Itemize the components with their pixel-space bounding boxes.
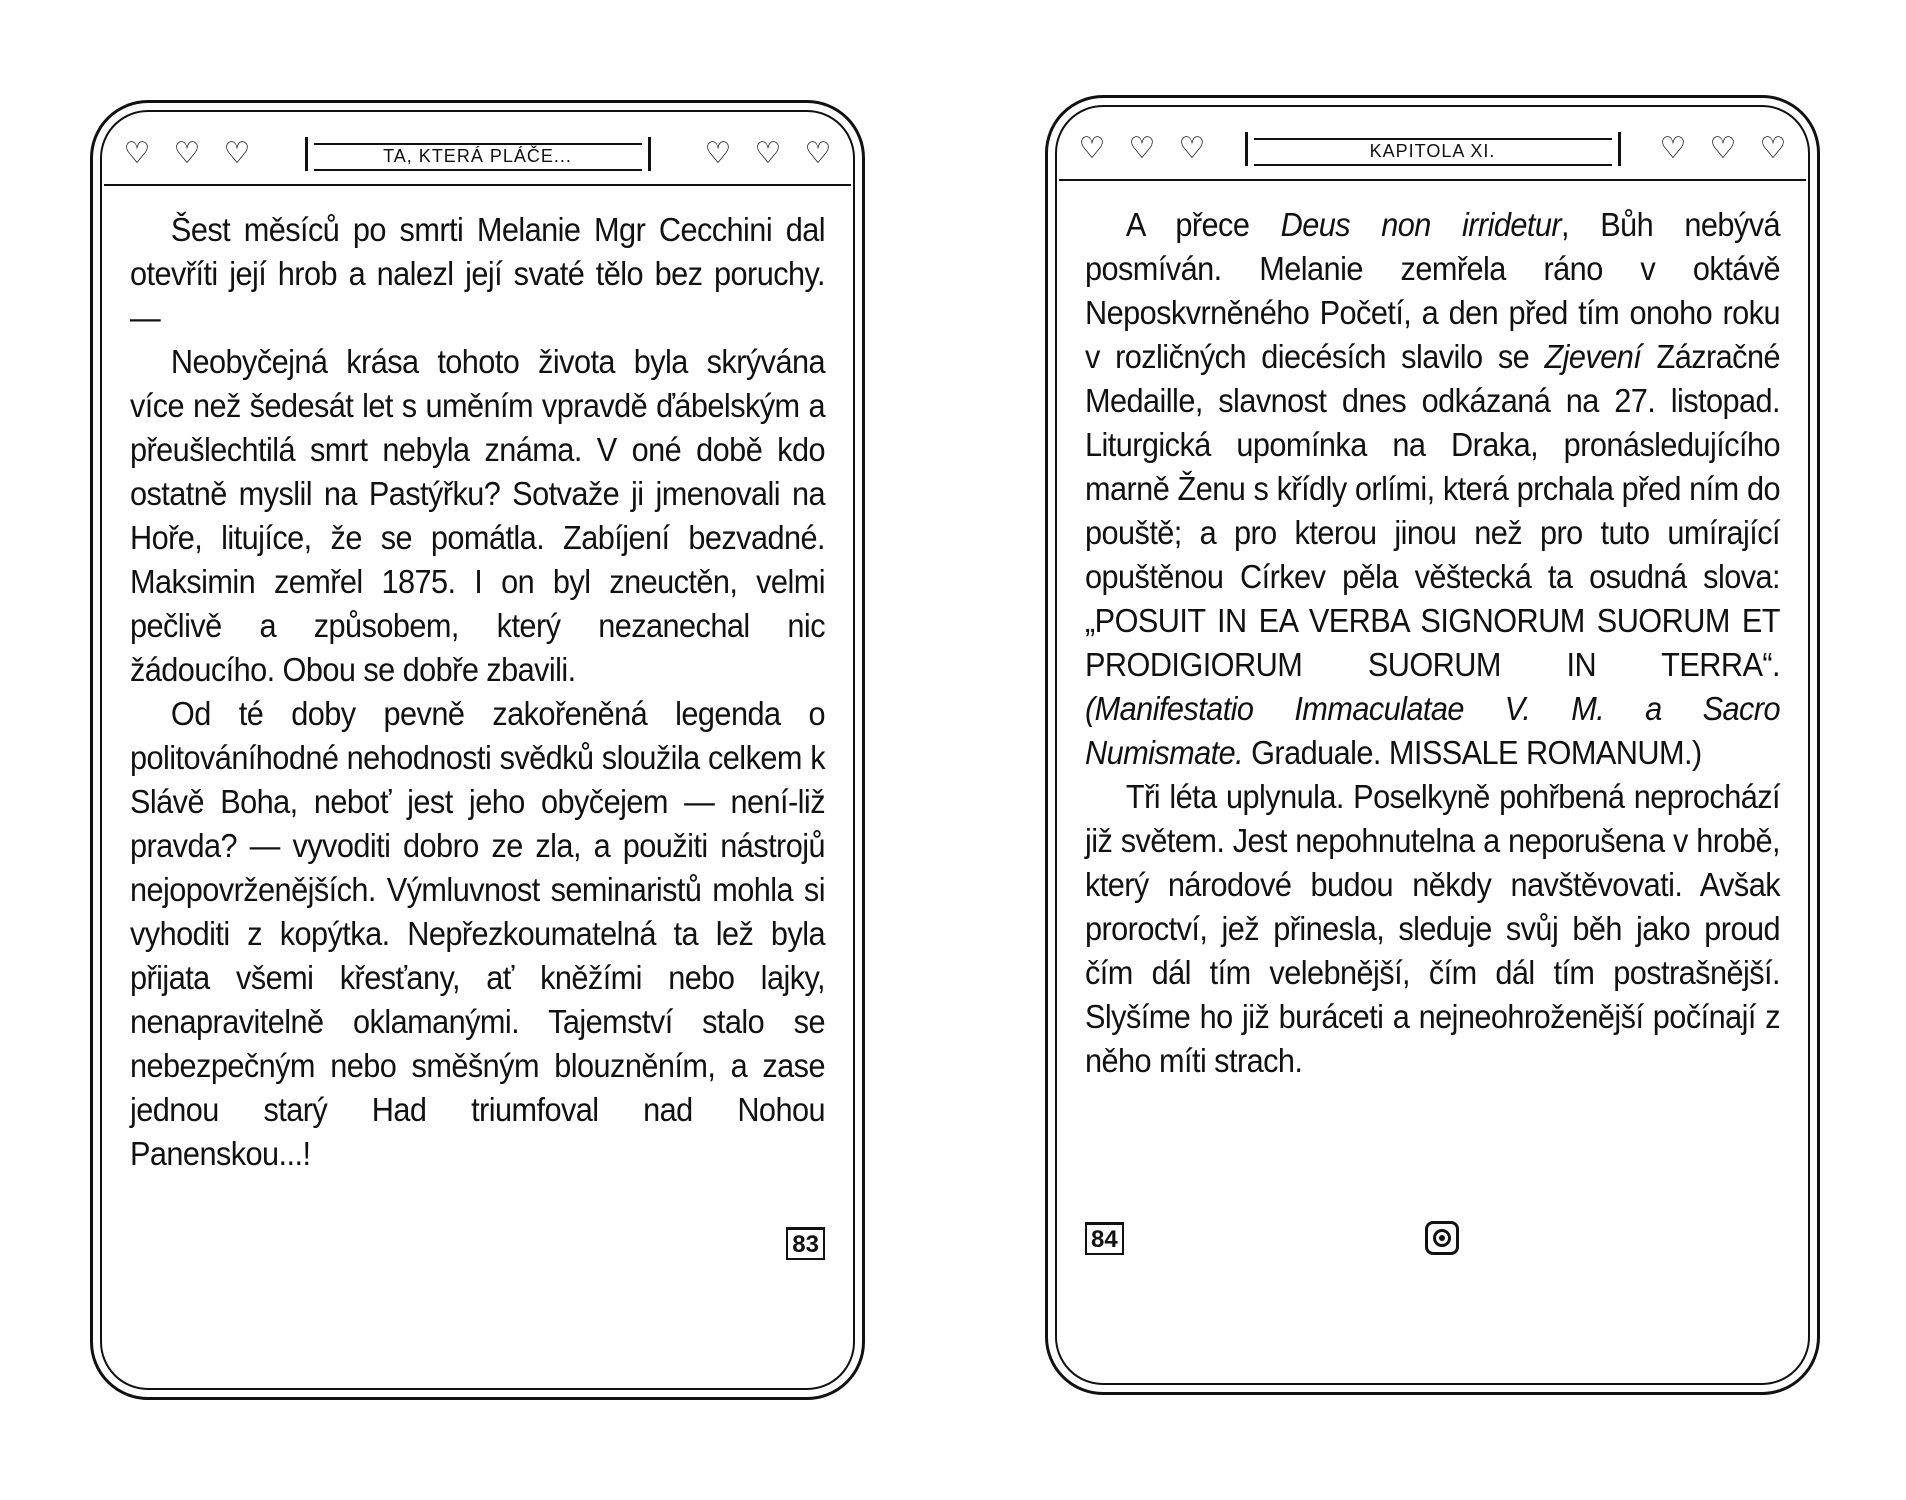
heart-icon: ♡ bbox=[1709, 131, 1737, 166]
heart-ornaments-right bbox=[701, 136, 835, 171]
heart-ornaments-left bbox=[1075, 131, 1209, 166]
header-rule bbox=[1059, 179, 1806, 181]
paragraph: Od té doby pevně zakořeněná legenda o politováníhodné nehodnosti svědků sloužila celkem k Slávě Boha, neboť jest jeho obyčejem — není-liž pravda? — vyvoditi dobro ze zla, a použiti nástrojů nejopovrženějších. Výmluvnost seminaristů mohla si vyhoditi z kopýtka. Nepřezkoumatelná ta lež byla přijata všemi křesťany, ať kněžími nebo lajky, nenapravitelně oklamanými. Tajemství stalo se nebezpečným nebo směšným blouzněním, a zase jednou starý Had triumfoval nad Nohou Panenskou...! bbox=[130, 695, 825, 1172]
heart-ornaments-right bbox=[1656, 131, 1790, 166]
heart-icon: ♡ bbox=[123, 136, 151, 171]
header-rule bbox=[104, 184, 851, 186]
heart-icon: ♡ bbox=[1178, 131, 1206, 166]
paragraph: Neobyčejná krása tohoto života byla skrývána více než šedesát let s uměním vpravdě ďábelským a přeušlechtilá smrt nebyla známa. V oné době kdo ostatně myslil na Pastýřku? Sotvaže ji jmenovali na Hoře, litujíce, že se pomátla. Zabíjení bezvadné. Maksimin zemřel 1875. I on byl zneuctěn, velmi pečlivě a způsobem, který nezanechal nic žádoucího. Obou se dobře zbavili. bbox=[130, 343, 825, 688]
paragraph: A přece Deus non irridetur, Bůh nebývá posmíván. Melanie zemřela ráno v oktávě Neposkvrněného Početí, a den před tím onoho roku v rozličných diecésích slavilo se Zjevení Zázračné Medaille, slavnost dnes odkázaná na 27. listopad. Liturgická upomínka na Draka, pronásledujícího marně Ženu s křídly orlími, která prchala před ním do pouště; a pro kterou jinou než pro tuto umírající opuštěnou Církev pěla věštecká ta osudná slova: „POSUIT IN EA VERBA SIGNORUM SUORUM ET PRODIGIORUM SUORUM IN TERRA“. (Manifestatio Immaculatae V. M. a Sacro Numismate. Graduale. MISSALE ROMANUM.) bbox=[1085, 206, 1781, 771]
spiral-ornament-icon bbox=[1425, 1221, 1459, 1255]
italic-word: Zjevení bbox=[1544, 338, 1642, 375]
latin-phrase: Deus non irridetur bbox=[1280, 206, 1562, 243]
body-text bbox=[1085, 203, 1780, 1083]
page-number: 84 bbox=[1085, 1222, 1124, 1255]
running-head-box bbox=[1245, 132, 1621, 166]
running-head: KAPITOLA XI. bbox=[1369, 141, 1496, 161]
heart-icon: ♡ bbox=[704, 136, 732, 171]
heart-icon: ♡ bbox=[223, 136, 251, 171]
heart-icon: ♡ bbox=[1128, 131, 1156, 166]
page-number: 83 bbox=[786, 1227, 825, 1260]
running-head: TA, KTERÁ PLÁČE... bbox=[383, 146, 572, 166]
heart-icon: ♡ bbox=[754, 136, 782, 171]
running-head-box bbox=[305, 137, 651, 171]
page-header bbox=[1075, 127, 1790, 171]
right-page bbox=[1045, 95, 1820, 1395]
page-header bbox=[120, 132, 835, 176]
paragraph: Šest měsíců po smrti Melanie Mgr Cecchini dal otevříti její hrob a nalezl její svaté tělo bez poruchy. — bbox=[130, 211, 825, 336]
left-page bbox=[90, 100, 865, 1400]
body-text bbox=[130, 208, 825, 1176]
heart-icon: ♡ bbox=[1759, 131, 1787, 166]
latin-source: (Manifestatio Immaculatae V. M. a Sacro Numismate. bbox=[1085, 690, 1780, 771]
paragraph: Tři léta uplynula. Poselkyně pohřbená neprochází již světem. Jest nepohnutelna a neporušena v hrobě, který národové budou někdy navštěvovati. Avšak proroctví, jež přinesla, sleduje svůj běh jako proud čím dál tím velebnější, čím dál tím postrašnější. Slyšíme ho již buráceti a nejneohroženější počínají z něho míti strach. bbox=[1085, 778, 1780, 1079]
heart-icon: ♡ bbox=[1078, 131, 1106, 166]
heart-icon: ♡ bbox=[173, 136, 201, 171]
heart-icon: ♡ bbox=[1659, 131, 1687, 166]
heart-ornaments-left bbox=[120, 136, 254, 171]
heart-icon: ♡ bbox=[804, 136, 832, 171]
